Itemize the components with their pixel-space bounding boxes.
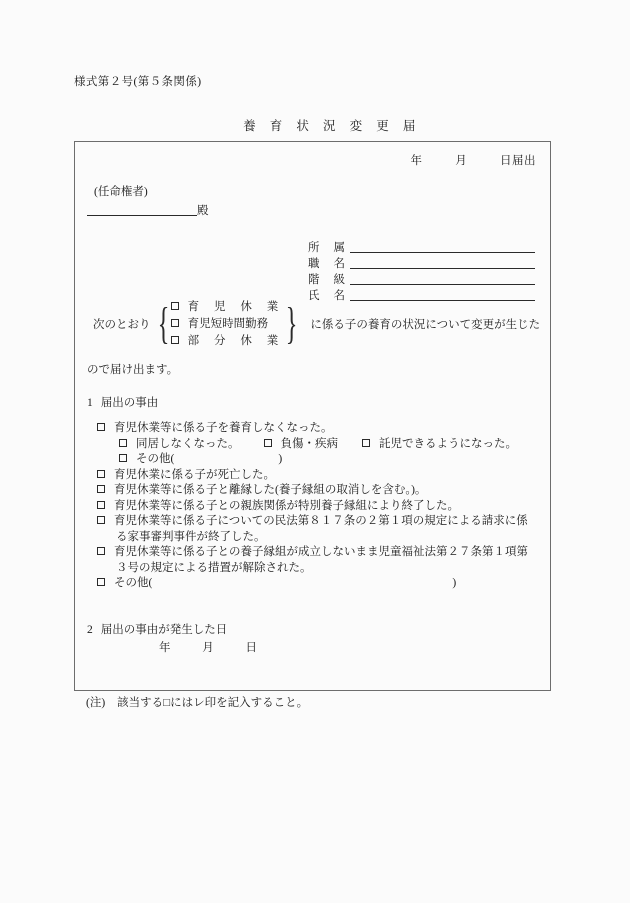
reason-item-label: 育児休業等に係る子を養育しなくなった。 xyxy=(114,422,333,434)
section-2-heading xyxy=(87,621,227,637)
form-number: 様式第２号(第５条関係) xyxy=(74,76,202,88)
reason-item-not-raising[interactable] xyxy=(97,421,547,437)
leave-option-partial-leave[interactable] xyxy=(171,333,285,349)
reason-item-other[interactable] xyxy=(97,576,547,592)
footnote-marker: (注) xyxy=(86,697,106,709)
checkbox-icon[interactable] xyxy=(97,423,105,431)
reason-subitem-label: 託児できるようになった。 xyxy=(379,437,517,450)
leave-option-short-time-work[interactable] xyxy=(171,316,285,332)
checkbox-icon[interactable] xyxy=(97,547,105,555)
page-title: 養 育 状 況 変 更 届 xyxy=(243,119,421,133)
leave-options xyxy=(168,299,288,349)
applicant-input-rank[interactable] xyxy=(350,272,535,285)
checkbox-icon[interactable] xyxy=(97,485,105,493)
authority-label: (任命権者) xyxy=(94,186,148,198)
reason-item-family-court-case-ended[interactable] xyxy=(97,514,547,530)
authority-input[interactable] xyxy=(87,202,197,216)
reason-subitem-not-cohabiting[interactable] xyxy=(119,438,240,450)
applicant-input-job-title[interactable] xyxy=(350,256,535,269)
reason-subitem-daycare-available[interactable] xyxy=(362,438,517,450)
reason-subitem-other-label: その他( xyxy=(136,453,175,465)
section-2-number: 2 xyxy=(87,624,93,636)
submission-month-label: 月 xyxy=(455,155,468,167)
section-2-title: 届出の事由が発生した日 xyxy=(100,624,228,636)
applicant-field-row xyxy=(308,240,535,256)
applicant-label-name: 氏名 xyxy=(308,290,359,302)
checkbox-icon[interactable] xyxy=(97,578,105,586)
submission-day-label: 日届出 xyxy=(500,155,536,167)
checkbox-icon[interactable] xyxy=(119,454,127,462)
reason-item-label: 育児休業等に係る子と離縁した(養子縁組の取消しを含む。)。 xyxy=(114,484,427,496)
applicant-label-affiliation: 所属 xyxy=(308,242,359,254)
checkbox-icon[interactable] xyxy=(97,501,105,509)
leave-option-label: 育 児 休 業 xyxy=(187,301,285,313)
closing-text: ので届け出ます。 xyxy=(87,364,179,376)
reason-subitem-row xyxy=(97,437,547,453)
reason-subitem-injury-illness[interactable] xyxy=(264,438,339,450)
reason-item-child-deceased[interactable] xyxy=(97,468,547,484)
leave-option-label: 部 分 休 業 xyxy=(187,335,285,347)
reason-item-label: 育児休業等に係る子との養子縁組が成立しないまま児童福祉法第２７条第１項第 xyxy=(114,546,528,558)
checkbox-icon[interactable] xyxy=(119,439,127,447)
reason-subitem-other[interactable] xyxy=(97,452,547,468)
reason-item-label: 育児休業等に係る子についての民法第８１７条の２第１項の規定による請求に係 xyxy=(114,515,528,527)
authority-entry xyxy=(87,202,209,218)
submission-year-label: 年 xyxy=(410,155,423,167)
section-1-title: 届出の事由 xyxy=(100,397,159,409)
reason-item-continuation: ３号の規定による措置が解除された。 xyxy=(116,561,312,574)
applicant-label-job-title: 職名 xyxy=(308,258,359,270)
checkbox-icon[interactable] xyxy=(171,336,179,344)
applicant-field-row xyxy=(308,272,535,288)
submission-date-line xyxy=(411,152,537,168)
reason-item-special-adoption-terminated[interactable] xyxy=(97,499,547,515)
footnote-text: 該当する□にはレ印を記入すること。 xyxy=(117,697,309,709)
checkbox-icon[interactable] xyxy=(362,439,370,447)
event-date-line xyxy=(159,639,257,655)
applicant-input-affiliation[interactable] xyxy=(350,240,535,253)
reason-item-other-close: ) xyxy=(452,577,457,589)
reason-item-other-label: その他( xyxy=(114,577,153,589)
reason-item-label: 育児休業に係る子が死亡した。 xyxy=(114,468,275,481)
leave-group-tail-text: に係る子の養育の状況について変更が生じた xyxy=(310,319,541,331)
leave-option-childcare-leave[interactable] xyxy=(171,299,285,315)
reason-subitem-label: 負傷・疾病 xyxy=(280,437,338,450)
event-year-label: 年 xyxy=(159,642,171,654)
section-1-number: 1 xyxy=(87,397,93,409)
leave-type-group: 次のとおり { 育 児 休 業 育児短時間勤務 部 分 休 業 } に係る子の養育の状況について変更が生じた xyxy=(93,299,541,348)
authority-honorific: 殿 xyxy=(197,205,209,217)
reason-item-label: 育児休業等に係る子との親族関係が特別養子縁組により終了した。 xyxy=(114,499,459,512)
leave-group-lead-text: 次のとおり xyxy=(93,318,151,331)
footnote xyxy=(86,694,308,710)
reason-subitem-other-close: ) xyxy=(278,453,283,465)
checkbox-icon[interactable] xyxy=(97,516,105,524)
section-1-heading xyxy=(87,394,158,410)
event-day-label: 日 xyxy=(245,642,257,654)
checkbox-icon[interactable] xyxy=(264,439,272,447)
leave-option-label: 育児短時間勤務 xyxy=(187,318,269,330)
checkbox-icon[interactable] xyxy=(97,470,105,478)
reason-item-dissolution-adoption[interactable] xyxy=(97,483,547,499)
event-month-label: 月 xyxy=(202,642,214,654)
reason-item-welfare-measure-cancelled[interactable] xyxy=(97,545,547,561)
checkbox-icon[interactable] xyxy=(171,319,179,327)
reason-list xyxy=(97,421,547,592)
checkbox-icon[interactable] xyxy=(171,302,179,310)
form-box xyxy=(74,141,551,691)
applicant-fields xyxy=(308,240,535,304)
applicant-label-rank: 階級 xyxy=(308,274,359,286)
reason-item-continuation: る家事審判事件が終了した。 xyxy=(116,530,266,543)
applicant-field-row xyxy=(308,256,535,272)
reason-subitem-label: 同居しなくなった。 xyxy=(136,437,240,450)
